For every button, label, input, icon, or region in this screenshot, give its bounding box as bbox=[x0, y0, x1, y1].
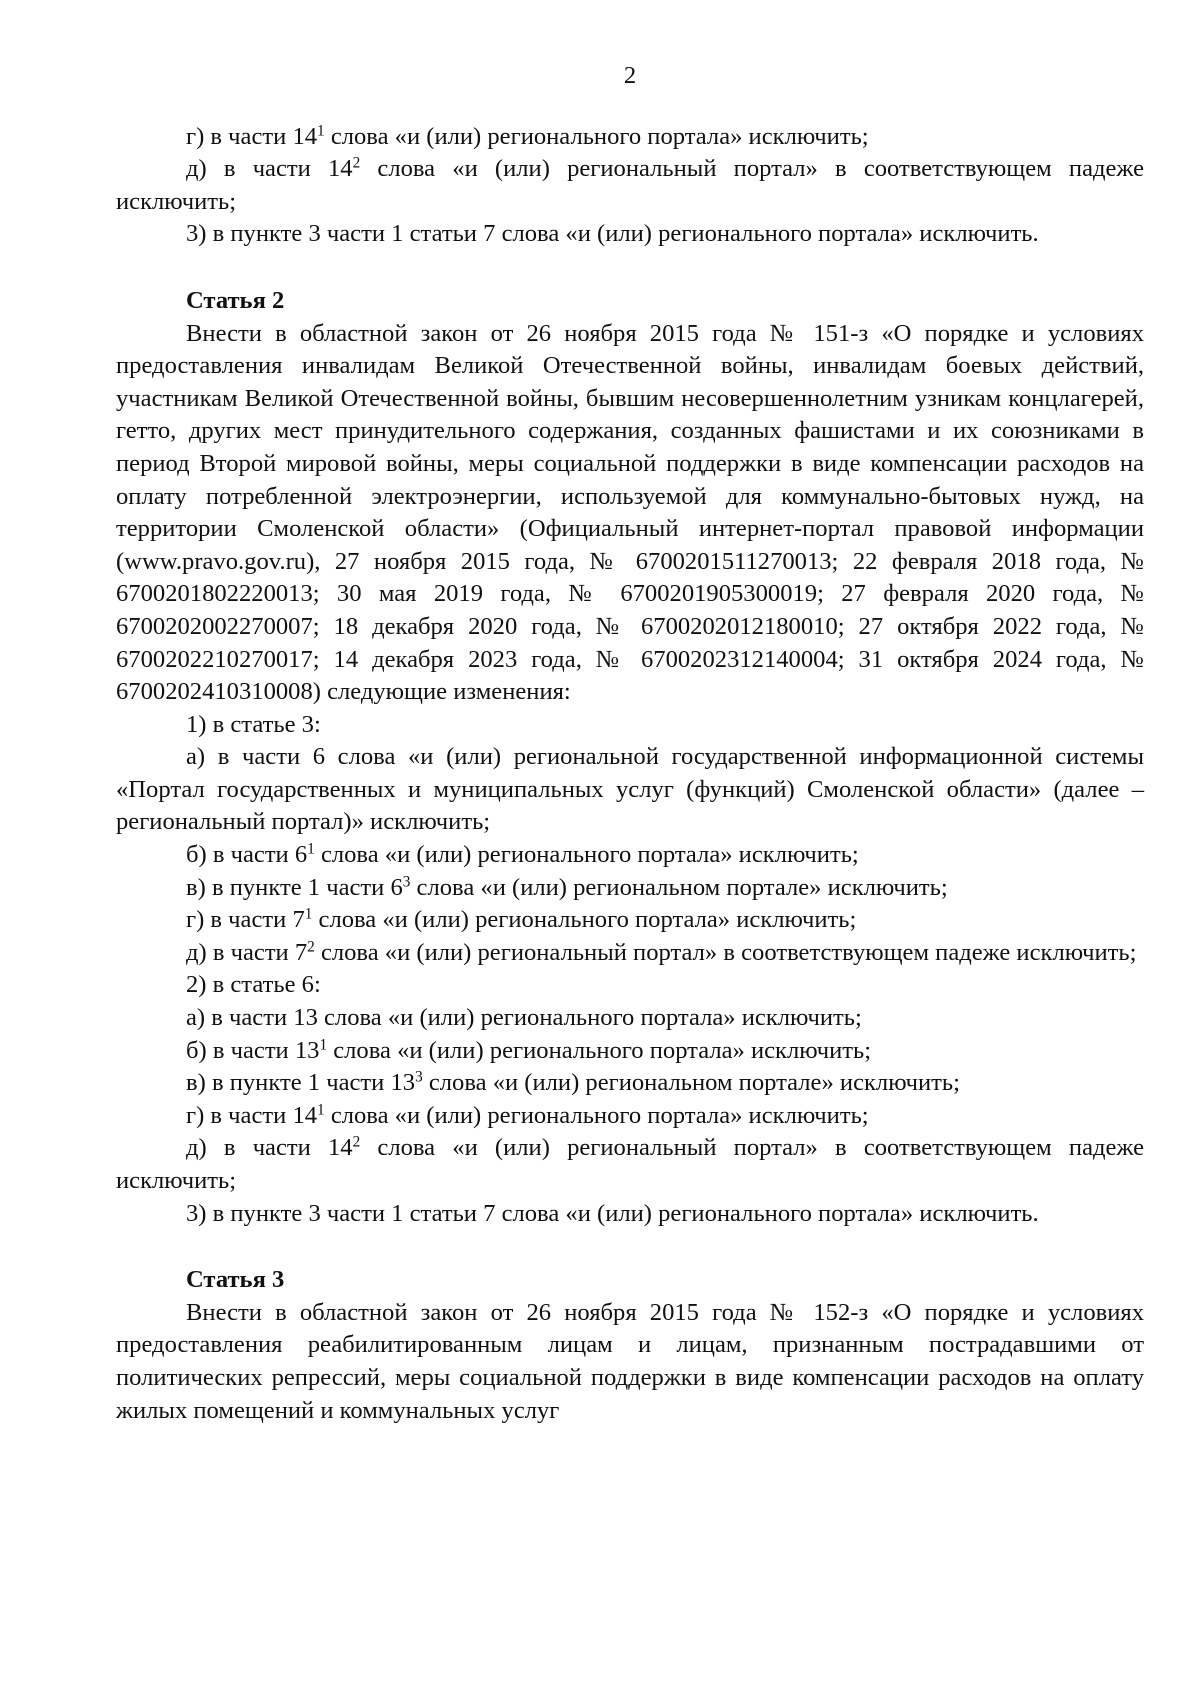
list-item: а) в части 6 слова «и (или) региональной государственной информационной системы «Портал государственных и муниципальных услуг (функций) Смоленской области» (далее – региональный портал)» исключить; bbox=[116, 743, 1144, 836]
article-3-title: Статья 3 bbox=[186, 1266, 285, 1294]
list-item: б) в части $6^1$ слова «и (или) регионального портала» исключить; bbox=[186, 840, 859, 869]
list-item: 1) в статье 3: bbox=[186, 710, 321, 738]
list-item: д) в части $14^2$ слова «и (или) региональный портал» в соответствующем падеже исключить; bbox=[116, 154, 1144, 215]
article-2 bbox=[116, 285, 1144, 1230]
list-item: б) в части $13^1$ слова «и (или) регионального портала» исключить; bbox=[186, 1036, 872, 1064]
article-2-intro: Внести в областной закон от 26 ноября 2015 года № 151-з «О порядке и условиях предоставления инвалидам Великой Отечественной войны, инвалидам боевых действий, участникам Великой Отечественной войны, бывшим несовершеннолетним узникам концлагерей, гетто, других мест принудительного содержания, созданных фашистами и их союзниками в период Второй мировой войны, меры социальной поддержки в виде компенсации расходов на оплату потребленной электроэнергии, используемой для коммунально-бытовых нужд, на территории Смоленской области» (Официальный интернет-портал правовой информации (www.pravo.gov.ru), 27 ноября 2015 года, № 6700201511270013; 22 февраля 2018 года, № 6700201802220013; 30 мая 2019 года, № 6700201905300019; 27 февраля 2020 года, № 6700202002270007; 18 декабря 2020 года, № 6700202012180010; 27 октября 2022 года, № 6700202210270017; 14 декабря 2023 года, № 6700202312140004; 31 октября 2024 года, № 6700202410310008) следующие изменения: bbox=[116, 319, 1144, 706]
top-items bbox=[116, 121, 1144, 251]
list-item: 2) в статье 6: bbox=[186, 971, 321, 999]
list-item: д) в части $7^2$ слова «и (или) региональный портал» в соответствующем падеже исключить; bbox=[186, 938, 1137, 966]
list-item: в) в пункте 1 части $13^3$ слова «и (или) региональном портале» исключить; bbox=[186, 1068, 960, 1097]
list-item: 3) в пункте 3 части 1 статьи 7 слова «и (или) регионального портала» исключить. bbox=[186, 1199, 1039, 1227]
list-item: г) в части $14^1$ слова «и (или) регионального портала» исключить; bbox=[186, 1101, 869, 1129]
list-item: 3) в пункте 3 части 1 статьи 7 слова «и (или) регионального портала» исключить. bbox=[186, 220, 1039, 248]
list-item: д) в части $14^2$ слова «и (или) региональный портал» в соответствующем падеже исключить; bbox=[116, 1134, 1144, 1194]
article-2-title: Статья 2 bbox=[186, 286, 285, 314]
page-number: 2 bbox=[623, 62, 637, 89]
list-item: г) в части $7^1$ слова «и (или) регионального портала» исключить; bbox=[186, 905, 857, 934]
article-3 bbox=[116, 1264, 1144, 1427]
list-item: а) в части 13 слова «и (или) регионального портала» исключить; bbox=[186, 1004, 862, 1032]
list-item: г) в части $14^1$ слова «и (или) регионального портала» исключить; bbox=[186, 122, 869, 150]
list-item: в) в пункте 1 части $6^3$ слова «и (или) региональном портале» исключить; bbox=[186, 873, 948, 901]
article-3-intro: Внести в областной закон от 26 ноября 2015 года № 152-з «О порядке и условиях предоставления реабилитированным лицам и лицам, признанным пострадавшими от политических репрессий, меры социальной поддержки в виде компенсации расходов на оплату жилых помещений и коммунальных услуг bbox=[116, 1298, 1144, 1424]
